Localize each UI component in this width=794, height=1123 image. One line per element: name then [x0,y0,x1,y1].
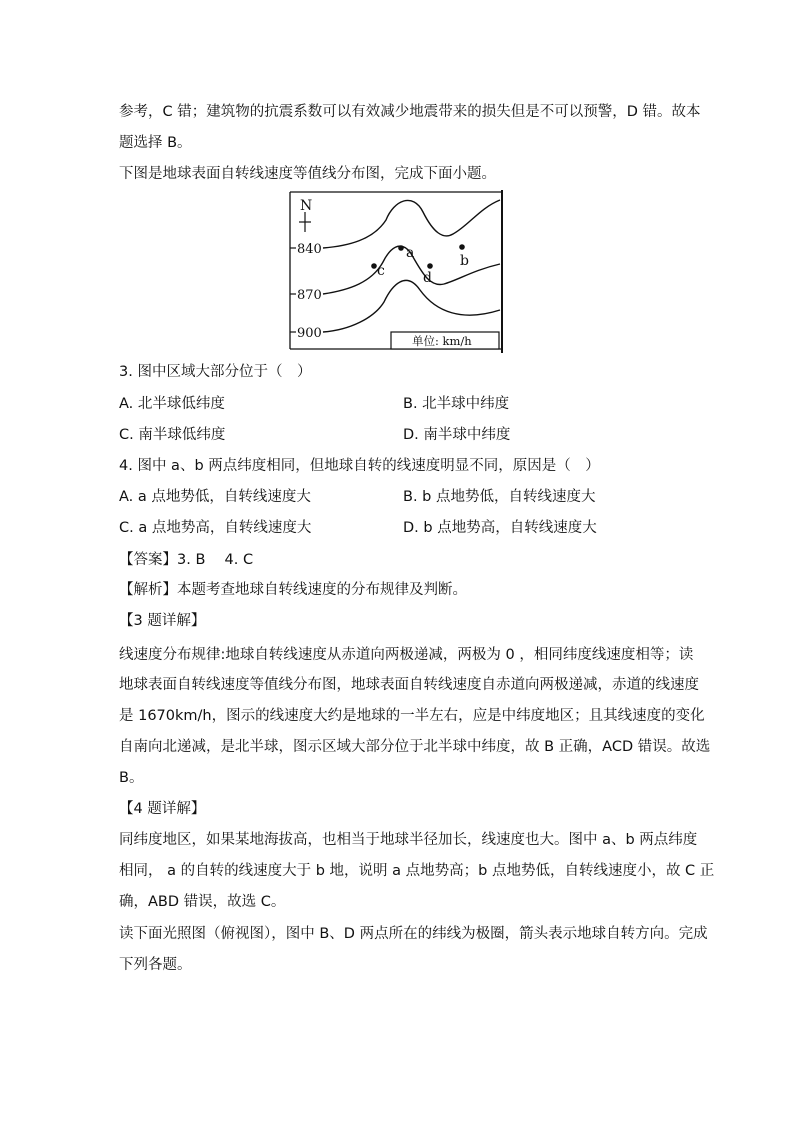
answer-line: 【答案】3. B 4. C [119,552,254,568]
text-line: 下列各题。 [119,957,192,973]
option-4c: C. a 点地势高，自转线速度大 [119,520,312,536]
text-line: 相同， a 的自转的线速度大于 b 地，说明 a 点地势高；b 点地势低，自转线速度小，故 C 正 [119,863,715,879]
isoline-label-900: 900 [297,326,322,341]
option-3b: B. 北半球中纬度 [403,396,510,412]
text-line: 读下面光照图（俯视图），图中 B、D 两点所在的纬线为极圈，箭头表示地球自转方向。完成 [119,926,708,942]
isoline-map [288,190,506,353]
text-line: 下图是地球表面自转线速度等值线分布图，完成下面小题。 [119,166,496,182]
point-d-label: d [423,270,432,286]
text-line: 参考，C 错；建筑物的抗震系数可以有效减少地震带来的损失但是不可以预警，D 错。故本 [119,104,701,120]
text-line: 是 1670km/h，图示的线速度大约是地球的一半左右，应是中纬度地区；且其线速度的变化 [119,708,705,724]
point-c-marker [371,263,377,269]
text-line: 线速度分布规律:地球自转线速度从赤道向两极递减，两极为 0 ，相同纬度线速度相等；读 [119,647,694,663]
text-line: 同纬度地区，如果某地海拔高，也相当于地球半径加长，线速度也大。图中 a、b 两点纬度 [119,832,698,848]
detail-4-heading: 【4 题详解】 [119,801,206,817]
option-4a: A. a 点地势低，自转线速度大 [119,489,311,505]
option-3d: D. 南半球中纬度 [403,427,511,443]
point-d-marker [427,263,433,269]
option-4d: D. b 点地势高，自转线速度大 [403,520,597,536]
text-line: B。 [119,770,144,786]
option-3c: C. 南半球低纬度 [119,427,226,443]
text-line: 地球表面自转线速度等值线分布图，地球表面自转线速度自赤道向两极递减，赤道的线速度 [119,677,699,693]
isoline-label-870: 870 [297,288,322,303]
analysis-line: 【解析】本题考查地球自转线速度的分布规律及判断。 [119,582,467,598]
point-a-label: a [406,245,415,261]
isoline-label-840: 840 [297,242,322,257]
point-a-marker [398,245,404,251]
detail-3-heading: 【3 题详解】 [119,613,206,629]
text-line: 自南向北递减，是北半球，图示区域大部分位于北半球中纬度，故 B 正确，ACD 错误。故选 [119,739,711,755]
point-c-label: c [377,263,385,279]
question-4: 4. 图中 a、b 两点纬度相同，但地球自转的线速度明显不同，原因是（ ） [119,458,600,474]
north-label: N [300,198,313,214]
text-line: 确，ABD 错误，故选 C。 [119,894,286,910]
option-4b: B. b 点地势低，自转线速度大 [403,489,596,505]
isoline-840 [323,200,500,248]
point-b-label: b [460,253,469,269]
point-b-marker [459,244,465,250]
text-line: 题选择 B。 [119,135,192,151]
unit-label: 单位: km/h [412,334,472,348]
question-3: 3. 图中区域大部分位于（ ） [119,364,312,380]
isoline-figure [288,190,506,353]
option-3a: A. 北半球低纬度 [119,396,225,412]
